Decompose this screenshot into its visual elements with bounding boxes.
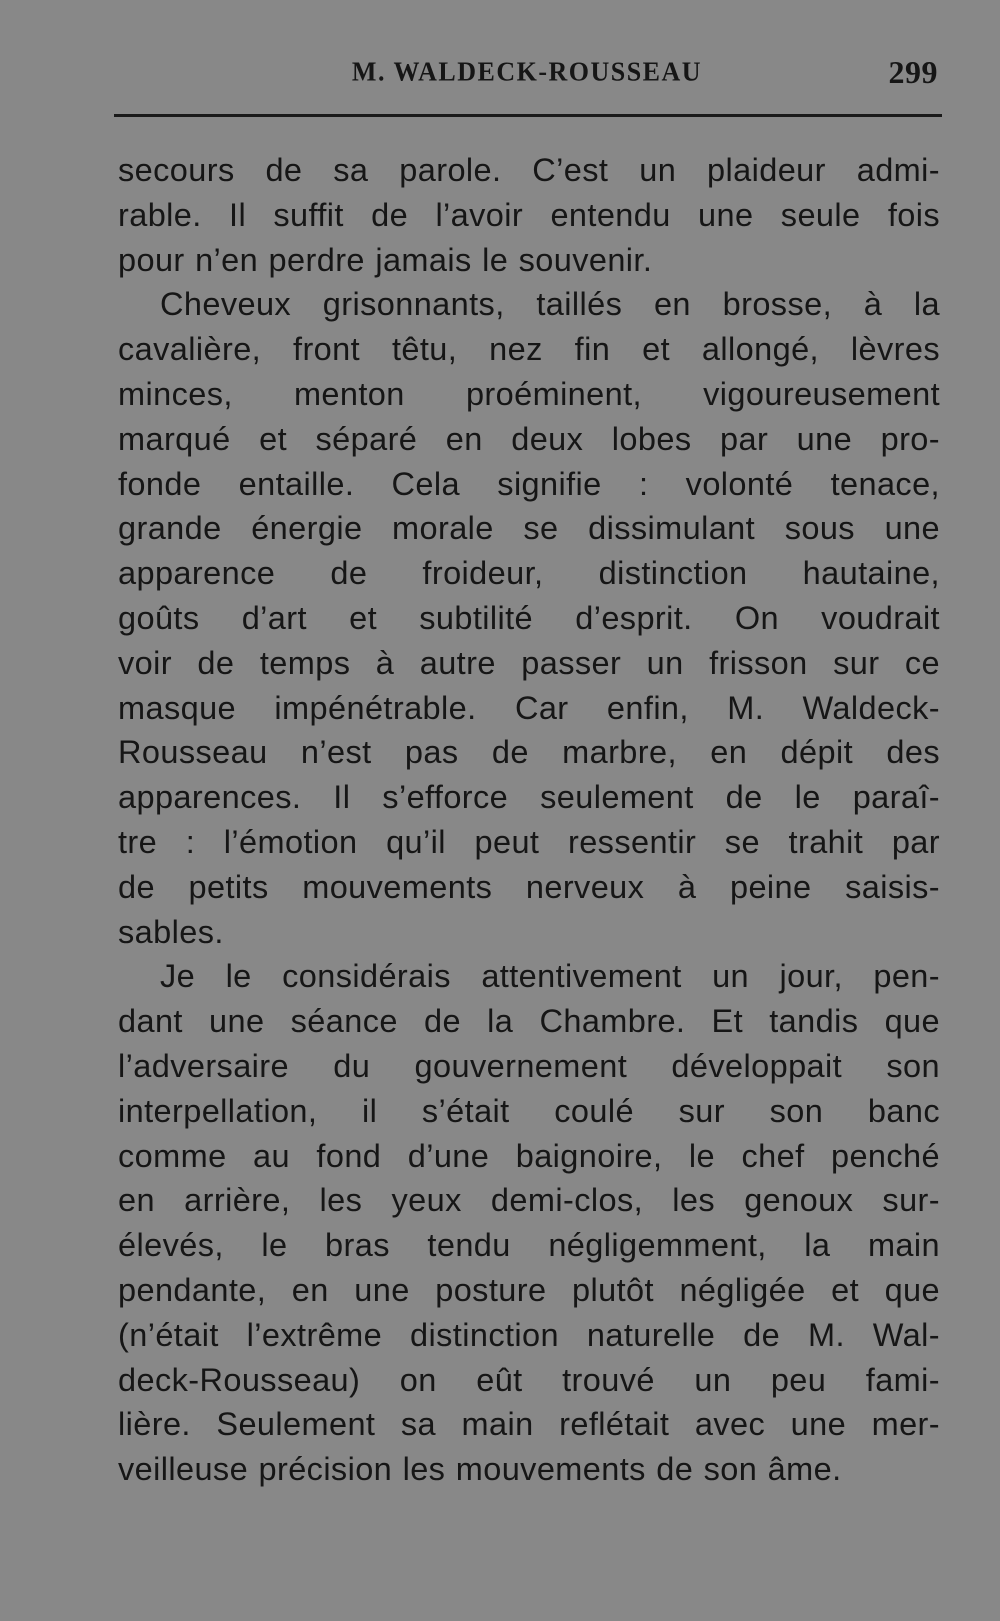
text-line: fonde entaille. Cela signifie : volonté tenace,: [118, 465, 940, 502]
text-line: goûts d’art et subtilité d’esprit. On voudrait: [118, 599, 940, 636]
text-line: sables.: [118, 913, 224, 950]
paragraph-1: [118, 148, 940, 282]
paragraph-3: [118, 954, 940, 1492]
text-line: voir de temps à autre passer un frisson sur ce: [118, 644, 940, 681]
text-line: apparence de froideur, distinction hautaine,: [118, 555, 940, 592]
text-line: marqué et séparé en deux lobes par une pro-: [118, 420, 940, 457]
text-line: pendante, en une posture plutôt négligée et que: [118, 1271, 940, 1308]
text-line: lière. Seulement sa main reflétait avec une mer-: [118, 1406, 940, 1443]
running-title: M. WALDECK-ROUSSEAU: [351, 56, 703, 87]
text-line: (n’était l’extrême distinction naturelle de M. Wal-: [118, 1316, 940, 1353]
text-line: rable. Il suffit de l’avoir entendu une seule fois: [118, 196, 940, 233]
text-line: deck-Rousseau) on eût trouvé un peu fami-: [118, 1361, 940, 1398]
text-line: apparences. Il s’efforce seulement de le paraî-: [118, 779, 940, 816]
text-line: interpellation, il s’était coulé sur son banc: [118, 1092, 940, 1129]
text-line: secours de sa parole. C’est un plaideur admi-: [118, 152, 940, 188]
text-line: veilleuse précision les mouvements de son âme.: [118, 1451, 842, 1488]
text-line: en arrière, les yeux demi-clos, les genoux sur-: [118, 1182, 940, 1219]
text-line: élevés, le bras tendu négligemment, la main: [118, 1227, 940, 1264]
text-line: l’adversaire du gouvernement développait son: [118, 1047, 940, 1084]
paragraph-2: [118, 282, 940, 954]
text-line: pour n’en perdre jamais le souvenir.: [118, 241, 653, 278]
text-line: tre : l’émotion qu’il peut ressentir se trahit par: [118, 823, 940, 860]
text-line: Cheveux grisonnants, taillés en brosse, à la: [160, 286, 940, 323]
body-text: [118, 148, 940, 1492]
text-line: Rousseau n’est pas de marbre, en dépit des: [118, 734, 940, 771]
text-line: grande énergie morale se dissimulant sous une: [118, 510, 940, 547]
text-line: minces, menton proéminent, vigoureusement: [118, 375, 940, 412]
text-line: cavalière, front têtu, nez fin et allongé, lèvres: [118, 331, 940, 368]
running-head: [116, 52, 938, 92]
text-line: comme au fond d’une baignoire, le chef penché: [118, 1137, 940, 1174]
header-rule: [114, 114, 942, 117]
text-line: de petits mouvements nerveux à peine saisis-: [118, 868, 940, 905]
text-line: dant une séance de la Chambre. Et tandis que: [118, 1003, 940, 1040]
text-line: Je le considérais attentivement un jour, pen-: [160, 958, 940, 995]
text-line: masque impénétrable. Car enfin, M. Waldeck-: [118, 689, 940, 726]
page-number: 299: [888, 54, 938, 90]
